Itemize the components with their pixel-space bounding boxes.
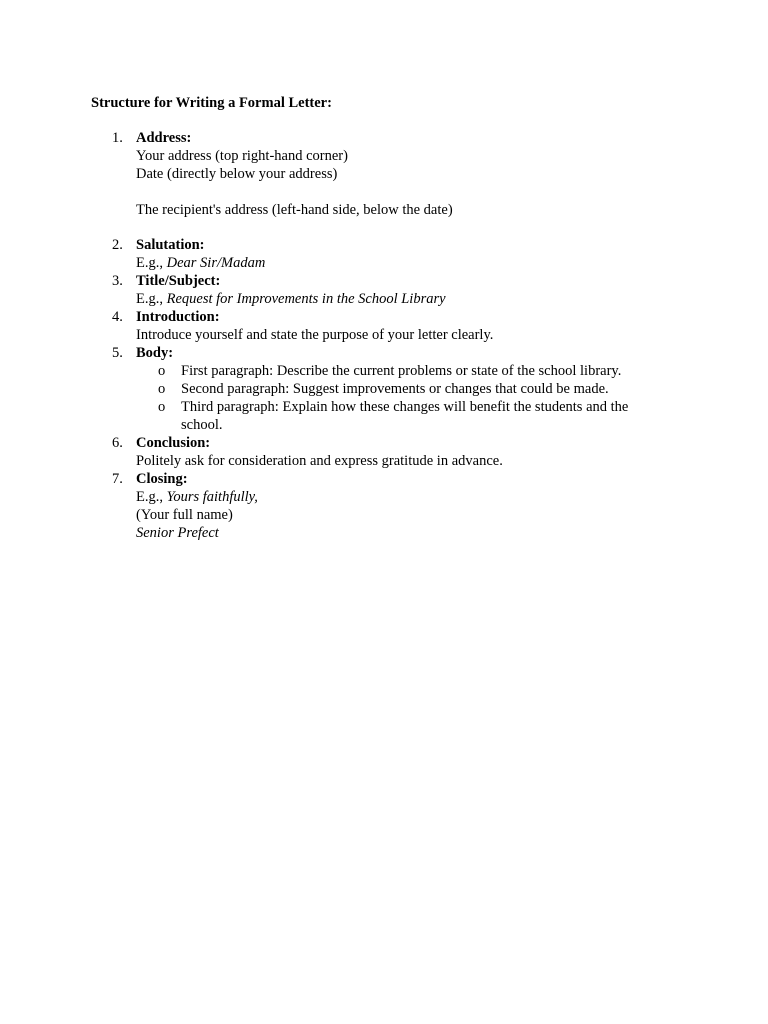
- role-line: Senior Prefect: [136, 525, 219, 541]
- example-prefix: E.g.,: [136, 291, 167, 307]
- bullet-text: First paragraph: Describe the current problems or state of the school library.: [181, 363, 622, 379]
- bullet-item: [136, 398, 661, 434]
- item-heading: Address:: [136, 130, 192, 146]
- list-item-address: [0, 129, 700, 236]
- item-text: Politely ask for consideration and express gratitude in advance.: [136, 453, 503, 469]
- example-prefix: E.g.,: [136, 489, 167, 505]
- item-line: Your address (top right-hand corner): [136, 148, 348, 164]
- bullet-text: Second paragraph: Suggest improvements or changes that could be made.: [181, 381, 609, 397]
- item-heading: Conclusion:: [136, 435, 211, 451]
- item-number: 5.: [112, 345, 123, 361]
- example-line: [136, 488, 700, 506]
- bullet-item: [136, 362, 661, 380]
- item-number: 3.: [112, 273, 123, 289]
- example-prefix: E.g.,: [136, 255, 167, 271]
- blank-line: [136, 183, 700, 201]
- list-item-introduction: [0, 308, 700, 344]
- example-line: [136, 254, 700, 272]
- list-item-title-subject: [0, 272, 700, 308]
- item-heading: Title/Subject:: [136, 273, 221, 289]
- item-number: 6.: [112, 435, 123, 451]
- list-item-body: [0, 344, 700, 434]
- item-number: 7.: [112, 471, 123, 487]
- bullet-item: [136, 380, 661, 398]
- item-heading: Introduction:: [136, 309, 220, 325]
- item-number: 2.: [112, 237, 123, 253]
- name-line: (Your full name): [136, 507, 233, 523]
- item-heading: Salutation:: [136, 237, 205, 253]
- bullet-marker: o: [158, 363, 166, 379]
- list-item-closing: [0, 470, 700, 542]
- bullet-marker: o: [158, 381, 166, 397]
- item-number: 1.: [112, 130, 123, 146]
- item-heading: Closing:: [136, 471, 188, 487]
- body-bullet-list: [136, 362, 700, 434]
- item-text: Introduce yourself and state the purpose of your letter clearly.: [136, 327, 494, 343]
- item-number: 4.: [112, 309, 123, 325]
- list-item-salutation: [0, 236, 700, 272]
- bullet-marker: o: [158, 399, 166, 415]
- example-text: Dear Sir/Madam: [166, 255, 266, 271]
- bullet-text: Third paragraph: Explain how these changes will benefit the students and the school.: [181, 399, 629, 433]
- example-text: Request for Improvements in the School Library: [166, 291, 446, 307]
- item-line: The recipient's address (left-hand side, below the date): [136, 202, 453, 218]
- example-text: Yours faithfully,: [166, 489, 258, 505]
- item-heading: Body:: [136, 345, 174, 361]
- example-line: [136, 290, 700, 308]
- structure-list: [0, 129, 700, 542]
- item-line: Date (directly below your address): [136, 166, 338, 182]
- document-title: Structure for Writing a Formal Letter:: [91, 95, 332, 111]
- paragraph-spacer: [136, 219, 700, 236]
- list-item-conclusion: [0, 434, 700, 470]
